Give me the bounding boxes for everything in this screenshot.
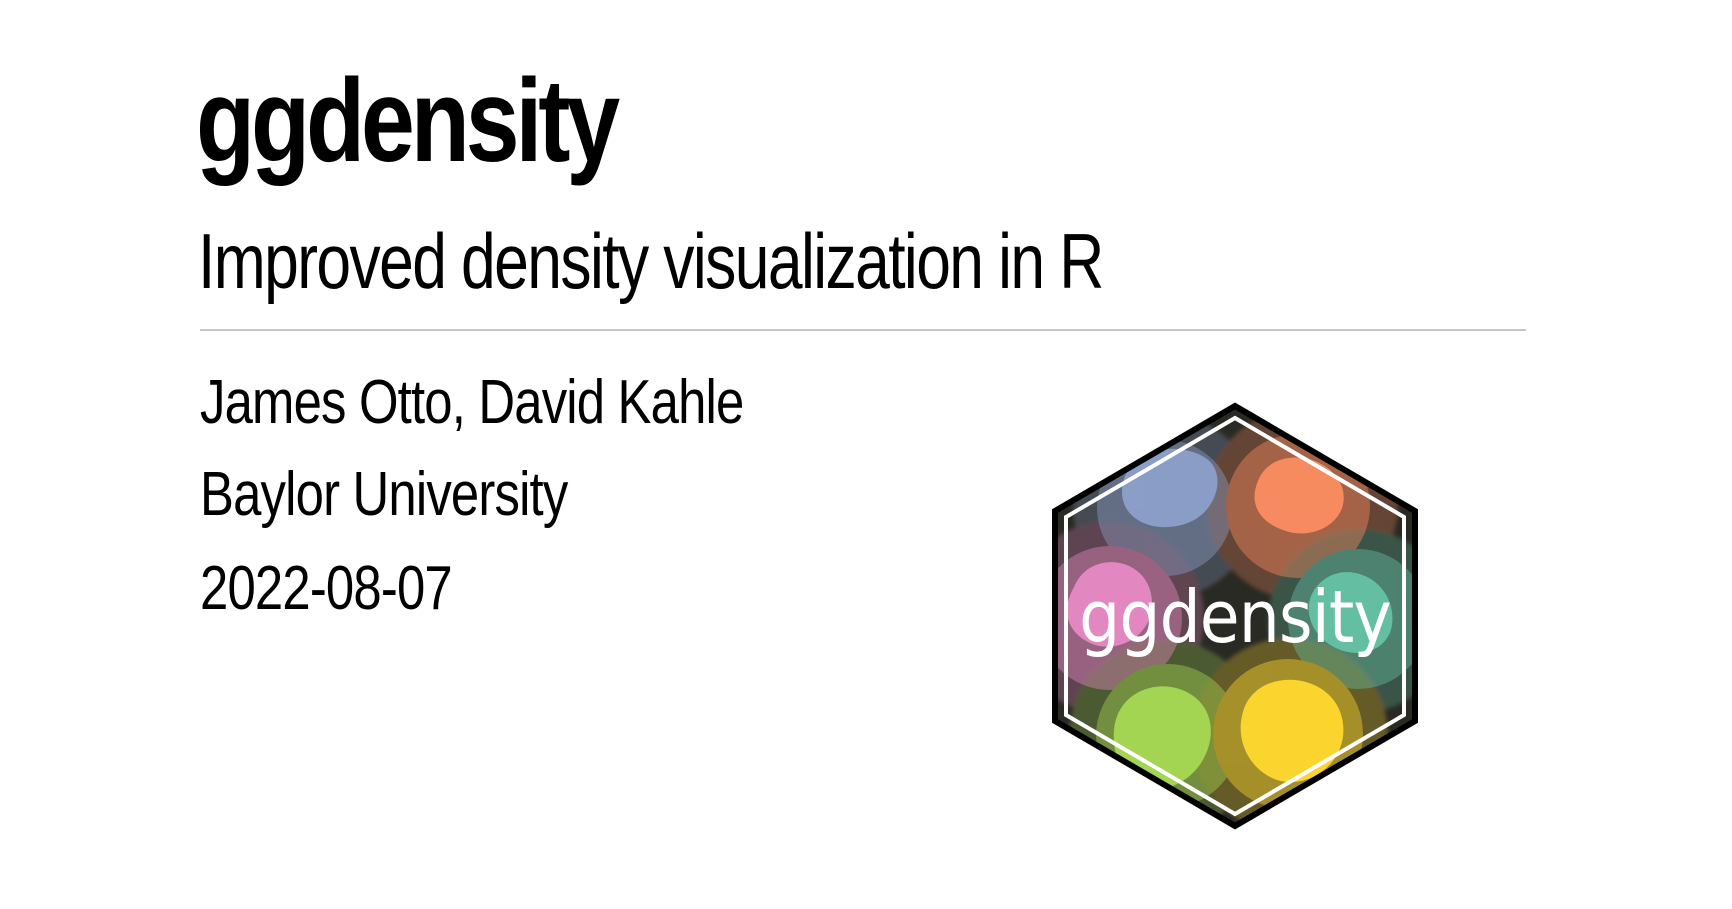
ggdensity-hex-logo — [1040, 396, 1430, 836]
title-divider — [200, 329, 1526, 331]
institution-name: Baylor University — [200, 460, 568, 529]
logo-wordmark: ggdensity — [1079, 575, 1391, 660]
presentation-date: 2022-08-07 — [200, 554, 452, 623]
author-list: James Otto, David Kahle — [200, 368, 744, 437]
slide-subtitle: Improved density visualization in R — [198, 217, 1103, 305]
slide-title: ggdensity — [196, 55, 617, 187]
